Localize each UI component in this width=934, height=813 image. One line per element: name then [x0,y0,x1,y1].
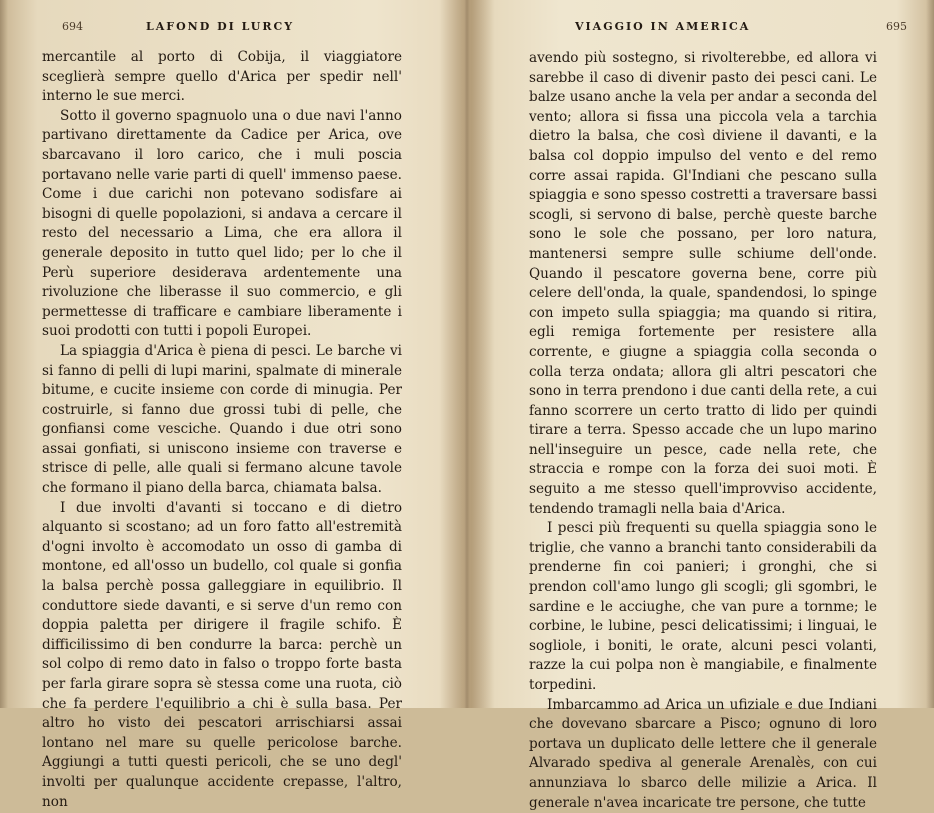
page-number: 694 [62,20,83,33]
paragraph: I due involti d'avanti si toccano e di dietro alquanto si scostano; ad un foro fatto all'estremità d'ogni involto è accomodato un osso di gamba di montone, ed all'osso un budello, col quale si gonfia la balsa perchè possa galleggiare in equilibrio. Il conduttore siede davanti, e si serve d'un remo con doppia paletta per dirigere il fragile schifo. È difficilissimo di ben condurre la barca: perchè un sol colpo di remo dato in falso o troppo forte basta per farla girare sopra sè stessa come una ruota, ciò che fa perdere l'equilibrio a chi è sulla basa. Per altro ho visto dei pescatori arrischiarsi assai lontano nel mare su quelle pericolose barche. Aggiungi a tutti questi pericoli, che se uno degl' involti per qualunque accidente crepasse, l'altro, non [42,499,402,810]
paragraph: mercantile al porto di Cobija, il viaggiatore sceglierà sempre quello d'Arica per spedir nell' interno le sue merci. [42,49,402,105]
body-text [529,49,877,813]
paragraph: I pesci più frequenti su quella spiaggia sono le triglie, che vanno a branchi tanto considerabili da prenderne fin coi panieri; i gronghi, che si prendon coll'amo lungo gli scogli; gli sgombri, le sardine e le acciughe, che van pure a tornme; le corbine, le lubine, pesci delicatissimi; i linguai, le sogliole, i boniti, le orate, alcuni pesci volanti, razze la cui polpa non è mangiabile, e finalmente torpedini. [529,520,877,693]
running-title: LAFOND DI LURCY [146,20,295,33]
page-edge [0,0,8,708]
right-page [467,0,934,811]
paragraph: Sotto il governo spagnuolo una o due navi l'anno partivano direttamente da Cadice per Arica, ove sbarcavano il loro carico, che i muli poscia portavano nelle varie parti di quell' immenso paese. Come i due carichi non potevano sodisfare ai bisogni di quelle popolazioni, si andava a cercare il resto del necessario a Lima, che era allora il generale deposito in tutto quel lido; per lo che il Perù superiore desiderava ardentemente una rivoluzione che liberasse il suo commercio, e gli permettesse di trafficare e cambiare liberamente i suoi prodotti con tutti i popoli Europei. [42,107,402,340]
body-text [42,48,402,812]
paragraph: avendo più sostegno, si rivolterebbe, ed allora vi sarebbe il caso di divenir pasto dei pesci cani. Le balze usano anche la vela per andar a seconda del vento; allora si fissa una piccola vela a tarchia dietro la balsa, che così diviene il davanti, e la balsa col doppio impulso del vento e del remo corre assai rapida. Gl'Indiani che pescano sulla spiaggia e sono spesso costretti a traversare bassi scogli, si servono di balse, perchè queste barche sono le sole che possano, per loro natura, mantenersi sempre sulle schiume dell'onde. Quando il pescatore governa bene, corre più celere dell'onda, la quale, spandendosi, lo spinge con impeto sulla spiaggia; ma quando si ritira, egli remiga fortemente per resistere alla corrente, e giugne a spiaggia colla seconda o colla terza ondata; allora gli altri pescatori che sono in terra prendono i due canti della rete, a cui fanno scorrere un certo tratto di lido per quindi tirare a terra. Spesso accade che un lupo marino nell'inseguire un pesce, cade nella rete, che straccia e rompe con la forza dei suoi moti. È seguito a me stesso quell'improvviso accidente, tendendo tramagli nella baia d'Arica. [529,50,877,517]
paragraph: Imbarcammo ad Arica un ufiziale e due Indiani che dovevano sbarcare a Pisco; ognuno di loro portava un duplicato delle lettere che il generale Alvarado spediva al generale Arenalès, con cui annunziava lo sbarco delle milizie a Arica. Il generale n'avea incaricate tre persone, che tutte [529,696,877,811]
paragraph: La spiaggia d'Arica è piena di pesci. Le barche vi si fanno di pelli di lupi marini, spalmate di minerale bitume, e cucite insieme con corde di minugia. Per costruirle, si fanno due grossi tubi di pelle, che gonfiansi come vesciche. Quando i due otri sono assai gonfiati, si uniscono insieme con traverse e strisce di pelle, alle quali si fermano alcune tavole che formano il piano della barca, chiamata balsa. [42,342,402,497]
page-header [557,20,907,40]
page-number: 695 [886,20,907,33]
page-edge [926,0,934,708]
page-header [42,20,430,40]
left-page [0,0,467,810]
running-title: VIAGGIO IN AMERICA [575,20,751,33]
